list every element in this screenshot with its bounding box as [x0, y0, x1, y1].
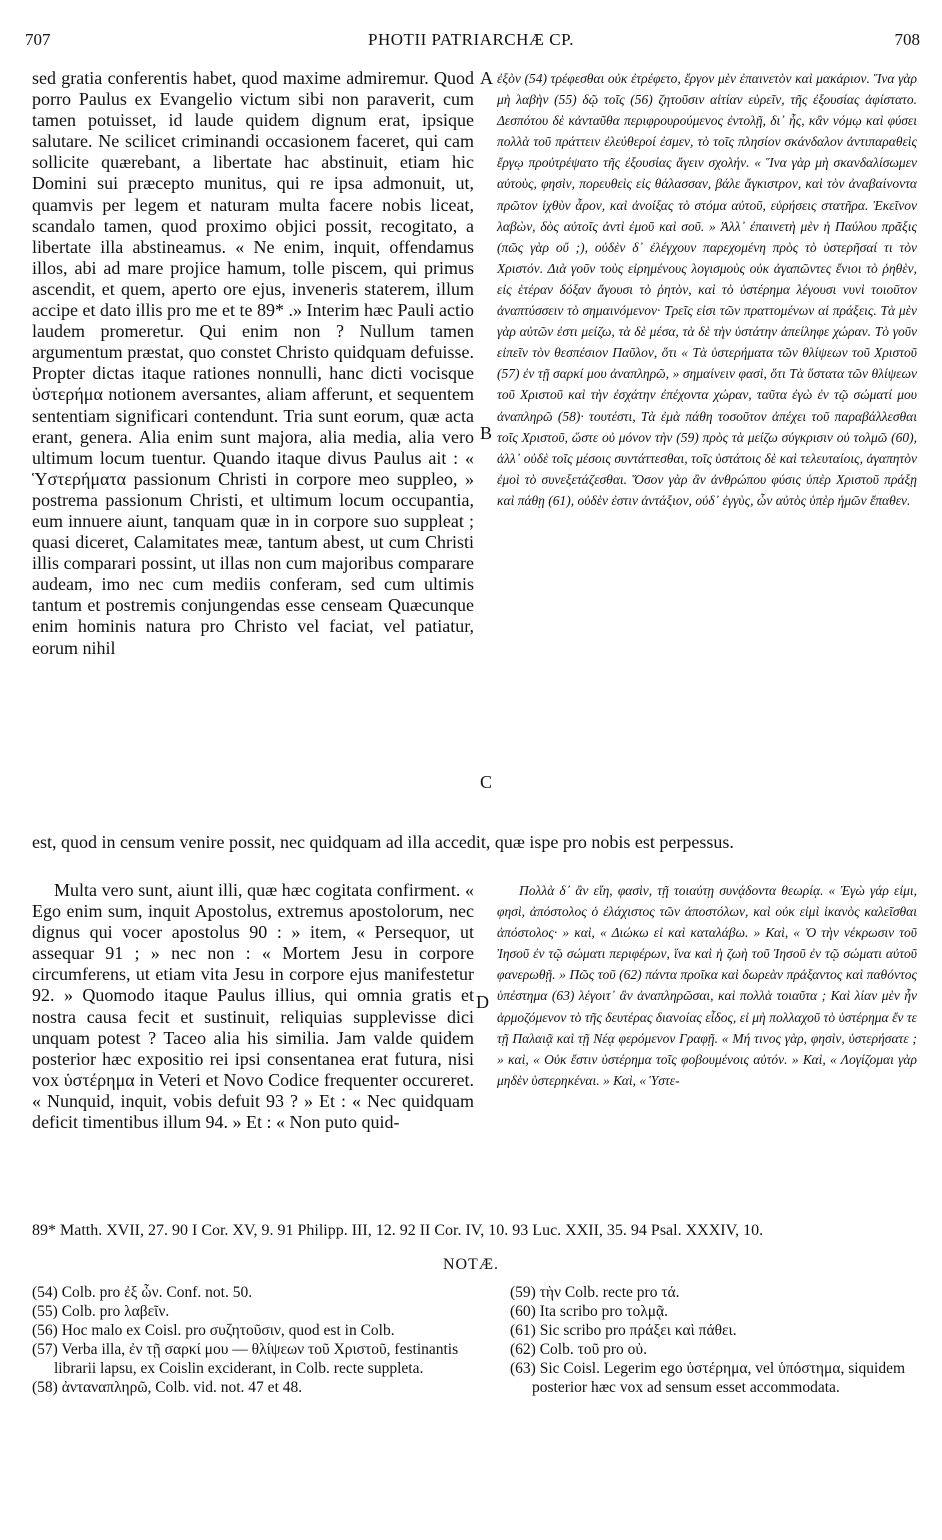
full-width-line: est, quod in censum venire possit, nec quidquam ad illa accedit, quæ ispe pro nobis est perpessus.: [32, 832, 734, 852]
note-item: (54) Colb. pro ἐξ ὧν. Conf. not. 50.: [32, 1284, 253, 1301]
notes-heading: NOTÆ.: [442, 1256, 500, 1273]
note-item: (56) Hoc malo ex Coisl. pro συζητοῦσιν, quod est in Colb.: [32, 1322, 395, 1339]
scripture-footnotes: [32, 1220, 916, 1241]
note-item: (63) Sic Coisl. Legerim ego ὑστέρημα, vel ὑπόστημα, siquidem posterior hæc vox ad sensum esset accommodata.: [510, 1360, 906, 1396]
footnote-text: 89* Matth. XVII, 27. 90 I Cor. XV, 9. 91 Philipp. III, 12. 92 II Cor. IV, 10. 93 Luc. XXII, 35. 94 Psal. XXXIV, 10.: [32, 1222, 764, 1239]
page-number-left: 707: [25, 30, 51, 49]
page-number-right: 708: [894, 30, 920, 49]
note-item: (61) Sic scribo pro πράξει καὶ πάθει.: [510, 1322, 737, 1339]
note-item: (62) Colb. τοῦ pro οὐ.: [510, 1341, 647, 1358]
note-item: (58) ἀνταναπληρῶ, Colb. vid. not. 47 et 48.: [32, 1379, 303, 1396]
section-marker-a: A: [480, 68, 493, 88]
greek-paragraph: Πολλὰ δ᾽ ἂν εἴη, φασὶν, τῇ τοιαύτῃ συνᾴδοντα θεωρίᾳ. « Ἐγὼ γάρ εἰμι, φησὶ, ἀπόστολος ὁ ἐλάχιστος τῶν ἀποστόλων, καὶ οὐκ εἰμὶ ἱκανὸς καλεῖσθαι ἀπόστολος· » καὶ, « Διώκω εἰ καὶ καταλάβω. » Καὶ, « Ὁ τὴν νέκρωσιν τοῦ Ἰησοῦ ἐν τῷ σώματι περιφέρων, ἵνα καὶ ἡ ζωὴ τοῦ Ἰησοῦ ἐν τῷ σώματι αὐτοῦ φανερωθῇ. » Πῶς τοῦ (62) πάντα προῖκα καὶ δωρεὰν πράξαντος καὶ παθόντος ὑπέστημα (63) λέγοιτ᾽ ἂν ἀναπληρῶσαι, καὶ πολλὰ τοιαῦτα ; Καὶ λίαν μὲν ἦν ἁρμοζόμενον τὸ τῆς δευτέρας διανοίας εἶδος, εἰ μὴ πολλαχοῦ τὸ ὑστέρημα ἔν τε τῇ Παλαιᾷ καὶ τῇ Νέᾳ φερόμενον Γραφῇ. « Μή τινος γὰρ, φησὶν, ὑστερήσατε ; » καὶ, « Οὐκ ἔστιν ὑστέρημα τοῖς φοβουμένοις αὐτόν. » Καὶ, « Λογίζομαι γὰρ μηδὲν ὑστερηκέναι. » Καὶ, « Ὑστε-: [497, 883, 917, 1088]
latin-paragraph: sed gratia conferentis habet, quod maxime admiremur. Quod porro Paulus ex Evangelio victum sibi non paraverit, cum tamen potuisset, id laude quidem dignum erat, ipsique salutare. Ne scilicet criminandi occasionem faceret, qui cam sollicite quærebant, a libertate hac abstinuit, etiam hic Domini sui præcepto munitus, qui re ipsa admonuit, ut, quamvis per legem et naturam multa facere nobis liceat, scandalo tamen, quod proximo objici possit, recogitato, a libertate illa abstineamus. « Ne enim, inquit, offendamus illos, abi ad mare projice hamum, tolle piscem, qui primus ascendit, et quem, aperto ore ejus, inveneris staterem, illum accipe et dato illis pro me et te 89* .» Interim hæc Pauli actio laudem promeretur. Qui enim non ? Nullum tamen argumentum præstat, quo constet Christo quidquam defuisse. Propter dictas itaque rationes nonnulli, hanc dicti vocisque ὑστερήμα notionem aversantes, aliam afferunt, et sequentem sententiam significari contendunt. Tria sunt eorum, quæ acta erant, genera. Alia enim sunt majora, alia media, alia vero ultimum locum tuentur. Quando itaque divus Paulus ait : « Ὑστερήματα passionum Christi in corpore meo suppleo, » postrema passionum Christi, et ultimum locum occupantia, eum innuere aiunt, tanquam quæ in in corpore suo suppleat ; quasi diceret, Calamitates meæ, tantum abest, ut cum Christi illis comparari possint, ut illas non cum majoribus comparare audeam, imo nec cum mediis conferam, sed cum ultimis tantum et postremis conjungendas esse censeam Quæcunque enim hominis natura pro Christo vel faciat, vel patiatur, eorum nihil: [32, 68, 474, 658]
notes-right-column: [510, 1283, 920, 1397]
note-item: (60) Ita scribo pro τολμᾷ.: [510, 1303, 669, 1320]
greek-column-upper: [497, 68, 917, 511]
latin-column-lower: [32, 880, 474, 1133]
running-title: PHOTII PATRIARCHÆ CP.: [368, 30, 574, 49]
greek-column-lower: [497, 880, 917, 1091]
section-marker-b: B: [480, 423, 493, 443]
page-header: [0, 30, 942, 56]
latin-paragraph: Multa vero sunt, aiunt illi, quæ hæc cogitata confirment. « Ego enim sum, inquit Apostolus, extremus apostolorum, nec dignus qui vocer apostolus 90 : » item, « Persequor, ut assequar 91 ; » nec non : « Mortem Jesu in corpore circumferens, ut etiam vita Jesu in corpore ejus manifestetur 92. » Quomodo itaque Paulus illius, qui omnia gratis et nostra causa fecit et sustinuit, reliquias supplevisse dici unquam potest ? Taceo alia his similia. Jam valde quidem posterior hæc expositio rei ipsi consentanea erat futura, nisi vox ὑστέρημα in Veteri et Novo Codice frequenter occureret. « Nunquid, inquit, vobis defuit 93 ? » Et : « Nec quidquam deficit timentibus illum 94. » Et : « Non puto quid-: [32, 880, 474, 1133]
note-item: (59) τὴν Colb. recte pro τά.: [510, 1284, 680, 1301]
greek-paragraph: ἐξὸν (54) τρέφεσθαι οὐκ ἐτρέφετο, ἔργον μὲν ἐπαινετὸν καὶ μακάριον. Ἵνα γὰρ μὴ λαβὴν (55) δῷ τοῖς (56) ζητοῦσιν αἰτίαν εὑρεῖν, τῆς ἐξουσίας ἀφίστατο. Δεσπότου δὲ κἀνταῦθα περιφρουρούμενος ἐντολῇ, δι᾽ ἧς, κἂν νόμῳ καὶ φύσει πολλὰ τοῦ πράττειν ἐλεύθεροί ἐσμεν, τὸ τοῖς πλησίον σκάνδαλον ἀντιπαραθεὶς ἔργῳ προὐτρέψατο τῆς ἐξουσίας ἄγειν σχολήν. « Ἵνα γὰρ μὴ σκανδαλίσωμεν αὐτοὺς, φησὶν, πορευθεὶς εἰς θάλασσαν, βάλε ἄγκιστρον, καὶ τὸν ἀναβαίνοντα πρῶτον ἰχθὺν ἆρον, καὶ ἀνοίξας τὸ στόμα αὐτοῦ, εὑρήσεις στατῆρα. Ἐκεῖνον λαβὼν, δὸς αὐτοῖς ἀντὶ ἐμοῦ καὶ σοῦ. » Ἀλλ᾽ ἐπαινετὴ μὲν ἡ Παύλου πρᾶξις (πῶς γὰρ οὔ ;), οὐδὲν δ᾽ ἐλέγχουν παρεχομένη πρὸς τὸ ὑστερῆσαί τι τὸν Χριστόν. Διὰ γοῦν τοὺς εἰρημένους λογισμοὺς οὐκ ἀγαπῶντες ἔνιοι τὸ ῥηθὲν, εἰς ἑτέραν δόξαν ἄγουσι τὸ ῥητὸν, καὶ τὸ ὑστέρημα λέγουσι νυνὶ τοιοῦτον ἀναπτύσσειν τὸ σημαινόμενον· Τρεῖς εἰσι τῶν πραττομένων αἱ πράξεις. Τὰ μὲν γὰρ αὐτῶν ἐστι μείζω, τὰ δὲ μέσα, τὰ δὲ τὴν ὑστάτην ἀπείληφε χώραν. Τὸ γοῦν εἰπεῖν τὸν θεσπέσιον Παῦλον, ὅτι « Τὰ ὑστερήματα τῶν θλίψεων τοῦ Χριστοῦ (57) ἐν τῇ σαρκί μου ἀναπληρῶ, » σημαίνειν φασὶ, ὅτι Τὰ ὕστατα τῶν θλίψεων τοῦ Χριστοῦ καὶ τὴν ἐσχάτην ἐπέχοντα χώραν, ταῦτα ἐγὼ ἐν τῷ σώματί μου ἀναπληρῶ (58)· τουτέστι, Τὰ ἐμὰ πάθη τοσοῦτον ἀπέχει τοῦ παραβάλλεσθαι τοῖς Χριστοῦ, ὥστε οὐ μόνον τὴν (59) πρὸς τὰ μείζω σύγκρισιν οὐ τολμῶ (60), ἀλλ᾽ οὐδὲ τοῖς μέσοις συντάττεσθαι, τοῖς ὑστάτοις δὲ καὶ τελευταίοις, ἀγαπητὸν ἐμοὶ τὸ συνεξετάζεσθαι. Ὅσον γὰρ ἂν ἀνθρώπου φύσις ὑπὲρ Χριστοῦ πράξῃ καὶ πάθῃ (61), οὐδὲν ἐστιν ἀντάξιον, οὐδ᾽ ἐγγὺς, ὧν αὐτὸς ὑπὲρ ἡμῶν ἔπαθεν.: [497, 71, 917, 508]
section-marker-d: D: [476, 992, 489, 1012]
note-item: (57) Verba illa, ἐν τῇ σαρκί μου — θλίψεων τοῦ Χριστοῦ, festinantis librarii lapsu, ex Coislin exciderant, in Colb. recte suppleta.: [32, 1341, 459, 1377]
section-marker-c: C: [480, 772, 493, 792]
latin-column-upper: [32, 68, 474, 659]
notes-left-column: [32, 1283, 472, 1397]
note-item: (55) Colb. pro λαβεῖν.: [32, 1303, 170, 1320]
